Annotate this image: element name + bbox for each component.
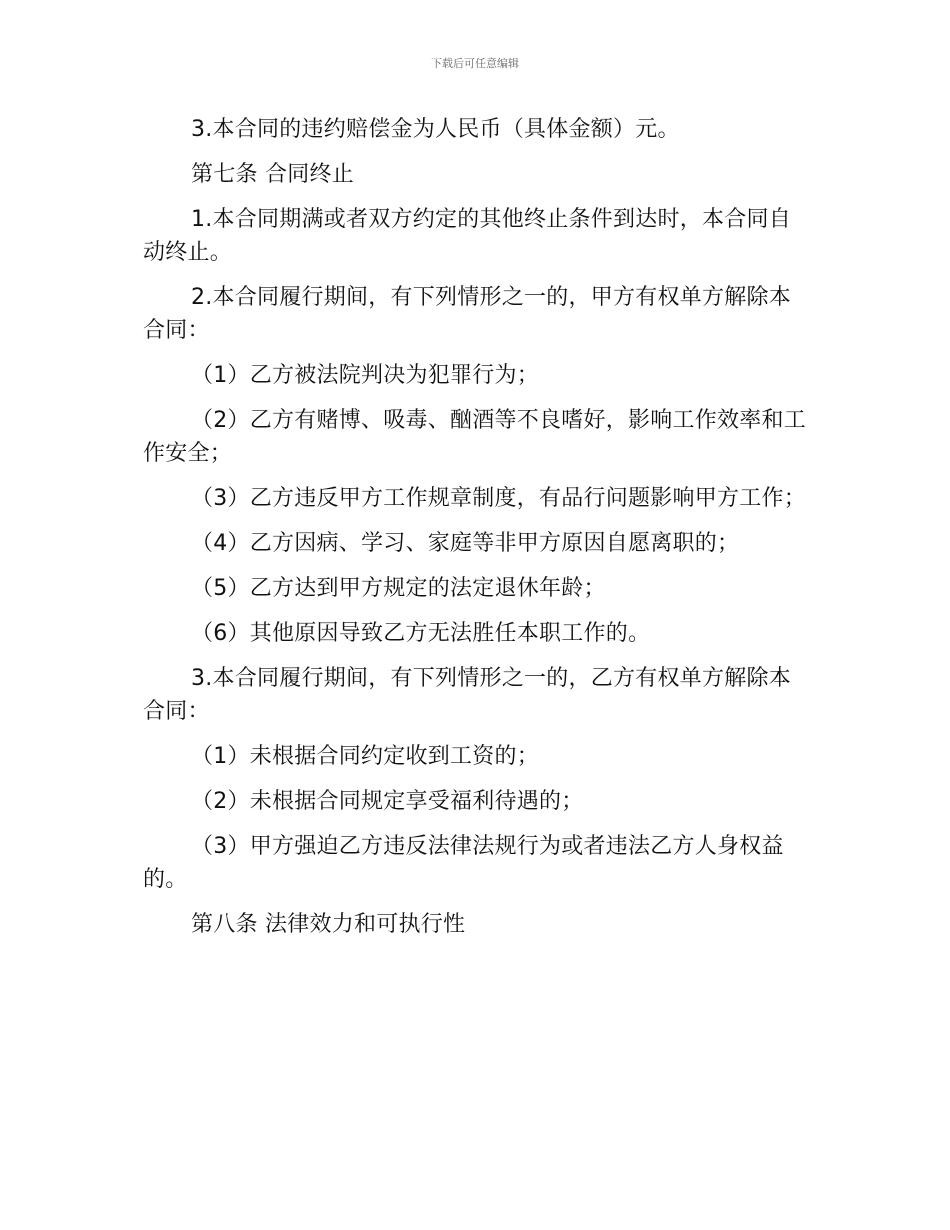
paragraph-penalty: 3.本合同的违约赔偿金为人民币（具体金额）元。 [191, 117, 680, 142]
list-item: （3）甲方强迫乙方违反法律法规行为或者违法乙方人身权益的。 [143, 834, 784, 892]
paragraph-party-b-rights: 3.本合同履行期间，有下列情形之一的，乙方有权单方解除本合同： [143, 666, 791, 724]
header-note: 下载后可任意编辑 [431, 57, 519, 70]
document-body [143, 113, 813, 953]
list-item: （1）乙方被法院判决为犯罪行为； [191, 363, 539, 388]
section-heading-legal-effect: 第八条 法律效力和可执行性 [191, 912, 466, 937]
list-item: （1）未根据合同约定收到工资的； [191, 744, 539, 769]
paragraph-party-a-rights: 2.本合同履行期间，有下列情形之一的，甲方有权单方解除本合同： [143, 285, 791, 343]
list-item: （2）乙方有赌博、吸毒、酗酒等不良嗜好，影响工作效率和工作安全； [143, 408, 806, 466]
paragraph-expiry: 1.本合同期满或者双方约定的其他终止条件到达时，本合同自动终止。 [143, 207, 791, 265]
list-item: （3）乙方违反甲方工作规章制度，有品行问题影响甲方工作； [191, 486, 806, 511]
list-item: （6）其他原因导致乙方无法胜任本职工作的。 [191, 621, 651, 646]
section-heading-termination: 第七条 合同终止 [191, 162, 354, 187]
list-item: （2）未根据合同规定享受福利待遇的； [191, 789, 584, 814]
list-item: （5）乙方达到甲方规定的法定退休年龄； [191, 576, 606, 601]
list-item: （4）乙方因病、学习、家庭等非甲方原因自愿离职的； [191, 531, 740, 556]
